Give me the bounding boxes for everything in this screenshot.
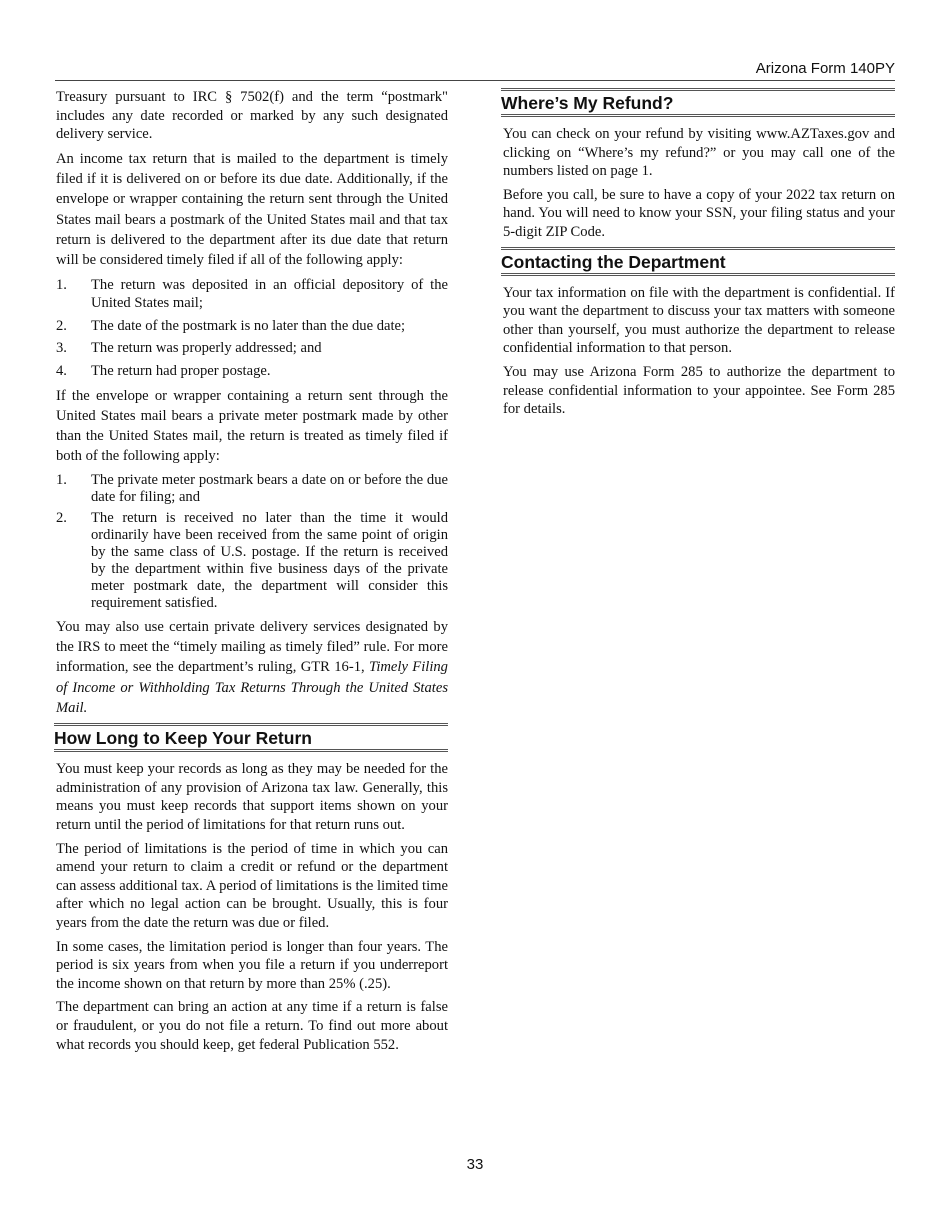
- paragraph-keep-records: You must keep your records as long as they may be needed for the administration of any provision of Arizona tax law. Generally, this means you must keep records that support items shown on your return until the period of limitations for that return runs out.: [56, 761, 448, 833]
- list-item: 2. The return is received no later than the time it would ordinarily have been received from the same point of origin by the same class of U.S. postage. If the return is received by the department within five business days of the private meter postmark date, the department will consider this requirement satisfied.: [56, 509, 448, 611]
- paragraph-form-285: You may use Arizona Form 285 to authorize the department to release confidential information to your appointee. See Form 285 for details.: [503, 363, 895, 418]
- list-item: 3. The return was properly addressed; and: [56, 340, 322, 357]
- list-item: 1. The return was deposited in an official depository of the United States mail;: [56, 276, 448, 312]
- section-heading-refund: Where’s My Refund?: [501, 88, 895, 117]
- paragraph-postmark-definition: Treasury pursuant to IRC § 7502(f) and the term “postmark" includes any date recorded or marked by any such designated delivery service.: [56, 89, 448, 143]
- right-column: [503, 88, 895, 424]
- paragraph-before-you-call: Before you call, be sure to have a copy of your 2022 tax return on hand. You will need to know your SSN, your filing status and your 5-digit ZIP Code.: [503, 186, 895, 240]
- form-title: Arizona Form 140PY: [755, 60, 895, 77]
- page-number: 33: [466, 1156, 484, 1173]
- list-item: 4. The return had proper postage.: [56, 362, 271, 379]
- private-meter-conditions-list: [56, 472, 448, 612]
- header-rule: [55, 80, 895, 81]
- ruling-title: Timely Filing of Income or Withholding Tax Returns Through the United States Mail.: [56, 659, 448, 716]
- paragraph-longer-limitation: In some cases, the limitation period is longer than four years. The period is six years from when you file a return if you underreport the income shown on that return by more than 25% (.25).: [56, 938, 448, 992]
- list-item: 1. The private meter postmark bears a date on or before the due date for filing; and: [56, 471, 448, 505]
- paragraph-fraudulent-return: The department can bring an action at any time if a return is false or fraudulent, or you do not file a return. To find out more about what records you should keep, get federal Publication 552.: [56, 999, 448, 1053]
- list-item: 2. The date of the postmark is no later than the due date;: [56, 317, 406, 334]
- paragraph-private-meter: If the envelope or wrapper containing a return sent through the United States mail bears a private meter postmark made by other than the United States mail, the return is treated as timely filed if both of the following apply:: [56, 387, 448, 465]
- paragraph-confidential: Your tax information on file with the department is confidential. If you want the department to discuss your tax matters with someone other than yourself, you must authorize the department to release confidential information to that person.: [503, 284, 895, 357]
- paragraph-private-delivery: You may also use certain private delivery services designated by the IRS to meet the “timely mailing as timely filed” rule. For more information, see the department’s ruling, GTR 16-1, Timely Filing of Income or Withholding Tax Returns Through the United States Mail.: [56, 618, 448, 716]
- paragraph-check-refund: You can check on your refund by visiting www.AZTaxes.gov and clicking on “Where’s my refund?” or you may call one of the numbers listed on page 1.: [503, 126, 895, 180]
- timely-filed-conditions-list: [56, 276, 448, 381]
- left-column: [56, 88, 448, 1059]
- paragraph-period-of-limitations: The period of limitations is the period of time in which you can amend your return to claim a credit or refund or the department can assess additional tax. A period of limitations is the limited time after which no legal action can be brought. Usually, this is four years from the date the return was due or filed.: [56, 840, 448, 931]
- section-heading-keep-return: How Long to Keep Your Return: [54, 723, 448, 752]
- paragraph-timely-filed: An income tax return that is mailed to the department is timely filed if it is delivered on or before its due date. Additionally, if the envelope or wrapper containing the return sent through the United States mail bears a postmark of the United States mail and that tax return is delivered to the department after its due date that return will be considered timely filed if all of the following apply:: [56, 150, 448, 269]
- section-heading-contact: Contacting the Department: [501, 247, 895, 276]
